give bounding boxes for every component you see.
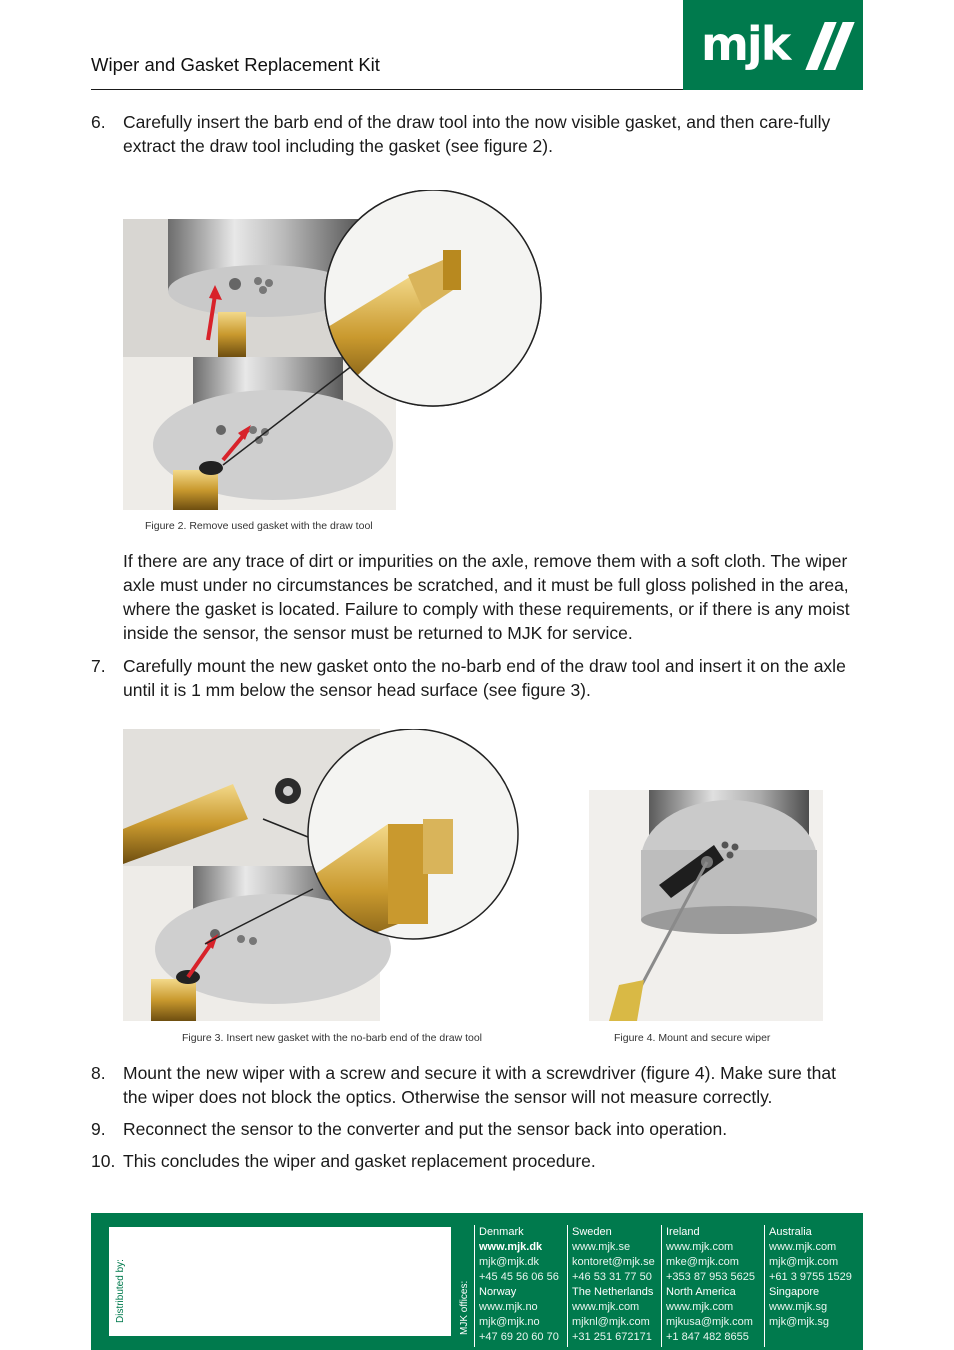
office-contact: +45 45 56 06 56 xyxy=(479,1271,559,1283)
office-contact[interactable]: www.mjk.com xyxy=(666,1301,734,1313)
office-contact: +31 251 672171 xyxy=(572,1331,652,1343)
step-number: 8. xyxy=(91,1063,106,1083)
figure-4-photo xyxy=(589,790,823,1021)
step-text: Carefully mount the new gasket onto the no-barb end of the draw tool and insert it on the axle until it is 1 mm below the sensor head surface (see figure 3). xyxy=(123,656,846,700)
office-contact[interactable]: www.mjk.sg xyxy=(769,1301,828,1313)
office-contact[interactable]: mjk@mjk.com xyxy=(769,1256,839,1268)
step-6-note: If there are any trace of dirt or impurities on the axle, remove them with a soft cloth. The wiper axle must under no circumstances be scratched, and it must be full gloss polished in the area, where the gasket is located. Failure to comply with these requirements, or if there is any moist inside the sensor, the sensor must be returned to MJK for service. xyxy=(123,551,850,643)
office-country: Denmark xyxy=(479,1226,524,1238)
step-number: 10. xyxy=(91,1151,116,1171)
office-country: The Netherlands xyxy=(572,1286,654,1298)
office-contact: +353 87 953 5625 xyxy=(666,1271,756,1283)
office-contact[interactable]: mjkusa@mjk.com xyxy=(666,1316,753,1328)
office-column xyxy=(567,1225,655,1347)
office-column xyxy=(474,1225,559,1347)
office-contact[interactable]: www.mjk.dk xyxy=(479,1241,543,1253)
office-contact: +1 847 482 8655 xyxy=(666,1331,749,1343)
office-contact[interactable]: mjk@mjk.sg xyxy=(769,1316,830,1328)
office-contact[interactable]: www.mjk.com xyxy=(666,1241,734,1253)
office-contact[interactable]: mke@mjk.com xyxy=(666,1256,739,1268)
step-text: Carefully insert the barb end of the draw tool into the now visible gasket, and then care-fully extract the draw tool including the gasket (see figure 2). xyxy=(123,112,831,156)
figure-3-photo xyxy=(123,729,523,1021)
office-contact[interactable]: www.mjk.com xyxy=(769,1241,837,1253)
office-country: Ireland xyxy=(666,1226,700,1238)
figure-4-illustration xyxy=(589,790,823,1021)
office-country: Norway xyxy=(479,1286,517,1298)
figure-2-photo xyxy=(123,190,543,510)
step-text: This concludes the wiper and gasket replacement procedure. xyxy=(123,1151,596,1171)
step-number: 7. xyxy=(91,656,106,676)
office-contact: +46 53 31 77 50 xyxy=(572,1271,652,1283)
step-text: Reconnect the sensor to the converter and put the sensor back into operation. xyxy=(123,1119,728,1139)
page-title: Wiper and Gasket Replacement Kit xyxy=(91,54,380,75)
office-contact[interactable]: www.mjk.se xyxy=(572,1241,631,1253)
step-number: 9. xyxy=(91,1119,106,1139)
figure-3-caption: Figure 3. Insert new gasket with the no-barb end of the draw tool xyxy=(182,1032,483,1044)
offices-label: MJK offices: xyxy=(459,1280,470,1335)
footer xyxy=(91,1213,863,1350)
office-column xyxy=(661,1225,755,1347)
office-country: Australia xyxy=(769,1226,812,1238)
office-contact[interactable]: www.mjk.no xyxy=(479,1301,538,1313)
office-contact[interactable]: mjk@mjk.no xyxy=(479,1316,540,1328)
step-number: 6. xyxy=(91,112,106,132)
office-column xyxy=(764,1225,852,1347)
office-contact: +47 69 20 60 70 xyxy=(479,1331,559,1343)
office-country: Sweden xyxy=(572,1226,612,1238)
distributed-by-label: Distributed by: xyxy=(115,1259,126,1323)
figure-2-caption: Figure 2. Remove used gasket with the draw tool xyxy=(145,520,373,532)
office-contact[interactable]: mjknl@mjk.com xyxy=(572,1316,650,1328)
mjk-logo xyxy=(683,0,863,90)
figure-2-illustration xyxy=(123,190,543,510)
office-contact[interactable]: kontoret@mjk.se xyxy=(572,1256,655,1268)
office-contact[interactable]: www.mjk.com xyxy=(572,1301,640,1313)
figure-4-caption: Figure 4. Mount and secure wiper xyxy=(614,1032,771,1044)
distributor-box xyxy=(109,1227,451,1336)
logo-wordmark: mjk xyxy=(701,17,790,71)
office-country: Singapore xyxy=(769,1286,820,1298)
step-text: Mount the new wiper with a screw and secure it with a screwdriver (figure 4). Make sure that the wiper does not block the optics. Otherwise the sensor will not measure correctly. xyxy=(123,1063,836,1107)
office-contact[interactable]: mjk@mjk.dk xyxy=(479,1256,540,1268)
office-contact: +61 3 9755 1529 xyxy=(769,1271,852,1283)
figure-3-illustration xyxy=(123,729,523,1021)
office-country: North America xyxy=(666,1286,736,1298)
